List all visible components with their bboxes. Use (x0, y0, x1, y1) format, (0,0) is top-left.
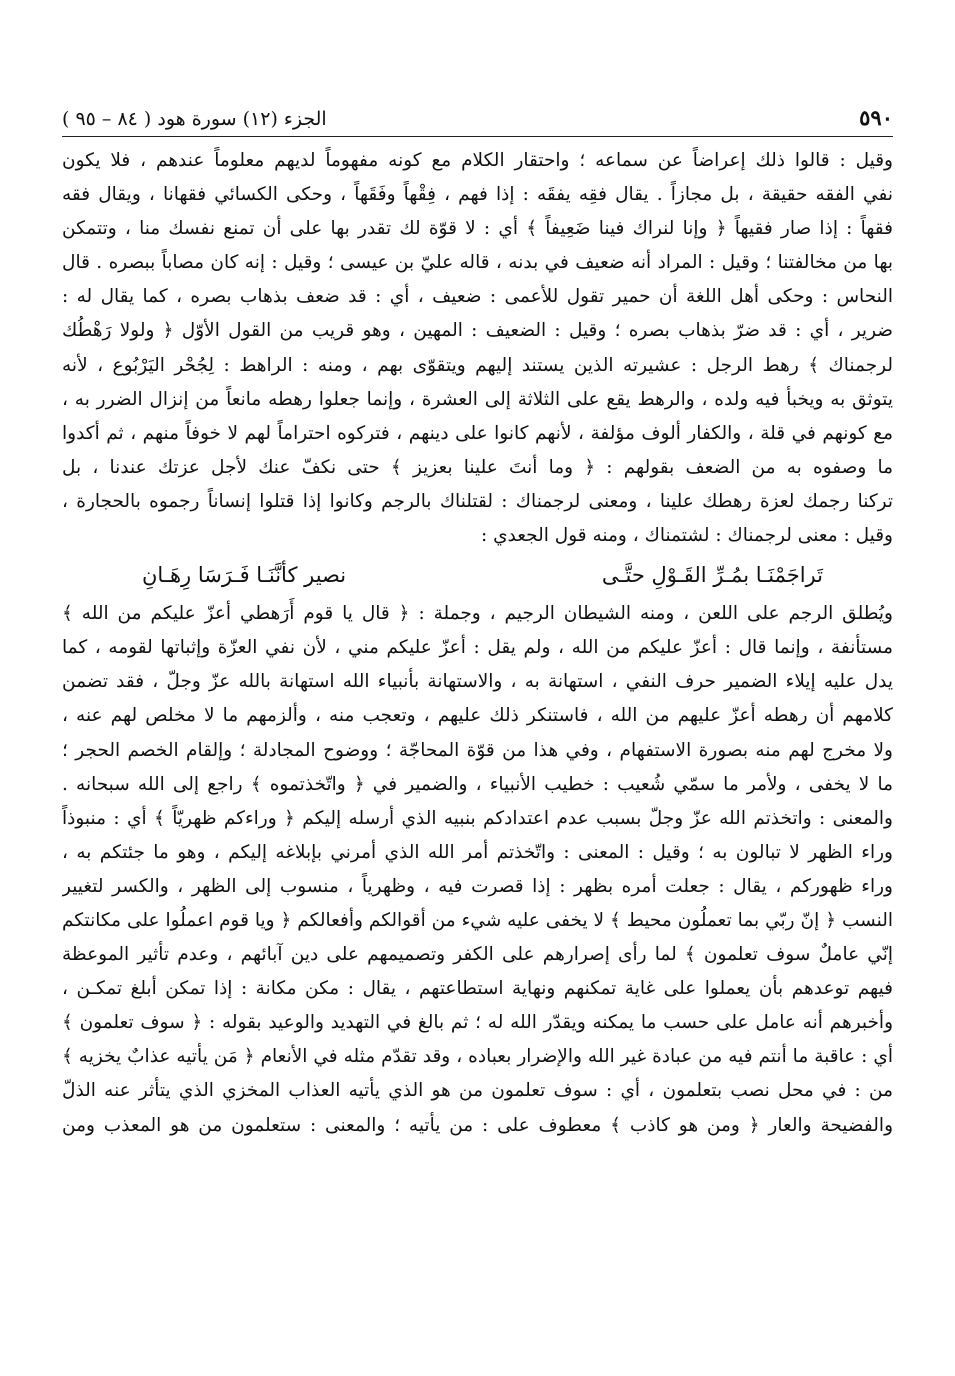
header-rule (62, 136, 893, 137)
text-line: يدل عليه إيلاء الضمير حرف النفي ، استهانة به ، والاستهانة بأنبياء الله استهانة بالله عزّ وجلّ ، فقد تضمن (62, 671, 893, 693)
text-line: ضرير ، أي : قد ضرّ بذهاب بصره ؛ وقيل : الضعيف : المهين ، وهو قريب من القول الأوّل ﴿ ولولا رَهْطُك (62, 320, 893, 342)
text-line: تركنا رجمك لعزة رهطك علينا ، ومعنى لرجمناك : لقتلناك بالرجم وكانوا إذا قتلوا إنساناً رجموه بالحجارة ، (62, 490, 893, 512)
text-line: النحاس : وحكى أهل اللغة أن حمير تقول للأعمى : ضعيف ، أي : قد ضعف بذهاب بصره ، كما يقال له : (62, 286, 893, 308)
page-header (62, 96, 893, 130)
running-title: الجزء (١٢) سورة هود ( ٨٤ – ٩٥ ) (62, 108, 327, 130)
poetry-verse (62, 553, 893, 597)
text-line: ما لا يخفى ، ولأمر ما سمّي شُعيب : خطيب الأنبياء ، والضمير في ﴿ واتّخذتموه ﴾ راجع إلى الله سبحانه . (62, 773, 893, 795)
page-number: ٥٩٠ (859, 105, 893, 130)
text-line: نفي الفقه حقيقة ، بل مجازاً . يقال فقِه يفقَه : إذا فهم ، فِقْهاً وفَقَهاً ، وحكى الكسائي فقهانا ، ويقال فقه (62, 184, 893, 206)
text-line: بها من مخالفتنا ؛ وقيل : المراد أنه ضعيف في بدنه ، قاله عليّ بن عيسى ؛ وقيل : إنه كان مصاباً ببصره . قال (62, 252, 893, 274)
verse-hemistich-first: تَراجَمْنَـا بمُـرِّ القَـوْلِ حتَّـى (601, 563, 823, 588)
text-line: أي : عاقبة ما أنتم فيه من عبادة غير الله والإضرار بعباده ، وقد تقدّم مثله في الأنعام ﴿ مَن يأتيه عذابٌ يخزيه ﴾ (62, 1046, 893, 1068)
text-line: مع كونهم في قلة ، والكفار ألوف مؤلفة ، لأنهم كانوا على دينهم ، فتركوه احتراماً لهم لا خوفاً منهم ، ثم أكدوا (62, 422, 893, 444)
text-line: من : في محل نصب بتعلمون ، أي : سوف تعلمون من هو الذي يأتيه العذاب المخزي الذي يتأثر عنه الذلّ (62, 1080, 893, 1102)
text-line: كلامهم أن رهطه أعزّ عليهم من الله ، فاستنكر ذلك عليهم ، وتعجب منه ، وألزمهم ما لا مخلص لهم عنه ، (62, 705, 893, 727)
text-line: والمعنى : واتخذتم الله عزّ وجلّ بسبب عدم اعتدادكم بنبيه الذي أرسله إليكم ﴿ وراءكم ظهريّاً ﴾ أي : منبوذاً (62, 807, 893, 829)
text-line: ويُطلق الرجم على اللعن ، ومنه الشيطان الرجيم ، وجملة : ﴿ قال يا قوم أَرَهطي أعزّ عليكم من الله ﴾ (62, 603, 893, 625)
text-line: فيهم توعدهم بأن يعملوا على غاية تمكنهم ونهاية استطاعتهم ، يقال : مكن مكانة : إذا تمكن أبلغ تمكـن ، (62, 978, 893, 1000)
text-line: وقيل : معنى لرجمناك : لشتمناك ، ومنه قول الجعدي : (480, 525, 893, 547)
text-line: النسب ﴿ إنّ ربّي بما تعملُون محيط ﴾ لا يخفى عليه شيء من أقوالكم وأفعالكم ﴿ ويا قوم اعملُوا على مكانتكم (62, 909, 893, 931)
text-line: فقهاً : إذا صار فقيهاً ﴿ وإنا لنراك فينا ضَعِيفاً ﴾ أي : لا قوّة لك تقدر بها على أن تمنع نفسك منا ، وتتمكن (62, 218, 893, 240)
text-line: والفضيحة والعار ﴿ ومن هو كاذب ﴾ معطوف على : من يأتيه ؛ والمعنى : ستعلمون من هو المعذب ومن (62, 1114, 893, 1136)
text-line: وراء الظهر لا تبالون به ؛ وقيل : المعنى : واتّخذتم أمر الله الذي أمرني بإبلاغه إليكم ، وهو ما جئتكم به ، (62, 841, 893, 863)
text-line: إنّي عاملٌ سوف تعلمون ﴾ لما رأى إصرارهم على الكفر وتصميمهم على دين آبائهم ، وعدم تأثير الموعظة (62, 944, 893, 966)
verse-hemistich-second: نصير كأنَّنَـا فَـرَسَا رِهَـانِ (142, 563, 347, 588)
text-line: ولا مخرج لهم منه بصورة الاستفهام ، وفي هذا من قوّة المحاجّة ؛ ووضوح المجادلة ؛ وإلقام الخصم الحجر ؛ (62, 739, 893, 761)
text-line: ما وصفوه به من الضعف بقولهم : ﴿ وما أنتَ علينا بعزيز ﴾ حتى نكفّ عنك لأجل عزتك عندنا ، بل (62, 456, 893, 478)
text-body (62, 144, 893, 1143)
text-line: لرجمناك ﴾ رهط الرجل : عشيرته الذين يستند إليهم ويتقوّى بهم ، ومنه : الراهط : لِجُحْر اليَرْبُوع ، لأنه (62, 354, 893, 376)
text-line: وقيل : قالوا ذلك إعراضاً عن سماعه ؛ واحتقار الكلام مع كونه مفهوماً لديهم معلوماً عندهم ، فلا يكون (62, 150, 893, 171)
text-line: يتوثق به ويخبأ فيه ولده ، والرهط يقع على الثلاثة إلى العشرة ، وإنما جعلوا رهطه مانعاً من إنزال الضرر به ، (62, 388, 893, 410)
text-line: مستأنفة ، وإنما قال : أعزّ عليكم من الله ، ولم يقل : أعزّ عليكم مني ، لأن نفي العزّة وإثباتها لقومه ، كما (62, 637, 893, 659)
text-line: وأخبرهم أنه عامل على حسب ما يمكنه ويقدّر الله له ؛ ثم بالغ في التهديد والوعيد بقوله : ﴿ سوف تعلمون ﴾ (62, 1012, 893, 1034)
text-line: وراء ظهوركم ، يقال : جعلت أمره بظهر : إذا قصرت فيه ، وظهرياً ، منسوب إلى الظهر ، والكسر لتغيير (62, 875, 893, 897)
